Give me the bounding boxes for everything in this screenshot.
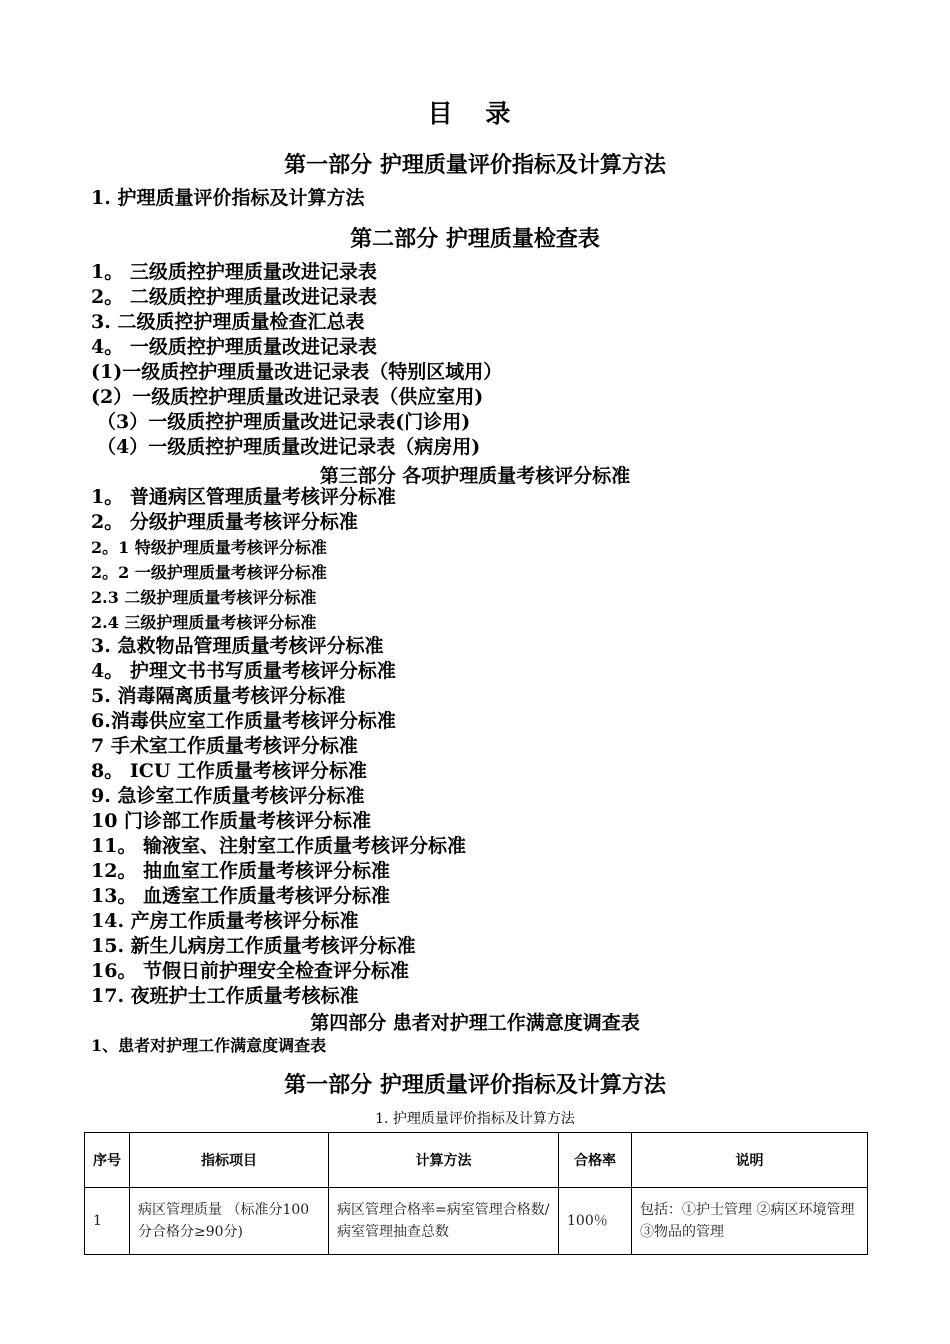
toc-item: 2.4 三级护理质量考核评分标准 xyxy=(91,613,317,632)
toc-title: 目 录 xyxy=(427,99,523,128)
toc-item: 10 门诊部工作质量考核评分标准 xyxy=(91,810,372,832)
toc-item: 8。 ICU 工作质量考核评分标准 xyxy=(91,760,368,782)
toc-item: 11。 输液室、注射室工作质量考核评分标准 xyxy=(91,835,467,857)
toc-item: 4。 护理文书书写质量考核评分标准 xyxy=(91,660,396,682)
section-heading: 第一部分 护理质量评价指标及计算方法 xyxy=(284,1072,666,1098)
toc-item: (2）一级质控护理质量改进记录表（供应室用) xyxy=(91,386,484,408)
part3-heading: 第三部分 各项护理质量考核评分标准 xyxy=(319,465,631,487)
part1-heading: 第一部分 护理质量评价指标及计算方法 xyxy=(284,152,666,178)
part2-heading: 第二部分 护理质量检查表 xyxy=(350,226,600,252)
toc-item: 7 手术室工作质量考核评分标准 xyxy=(91,735,358,757)
toc-item: （4）一级质控护理质量改进记录表（病房用) xyxy=(97,436,481,458)
toc-item: 2。 分级护理质量考核评分标准 xyxy=(91,511,358,533)
toc-item: 1、患者对护理工作满意度调查表 xyxy=(91,1036,327,1055)
indicator-table xyxy=(84,1132,868,1255)
toc-item: 3. 二级质控护理质量检查汇总表 xyxy=(91,311,365,333)
col-header-method: 计算方法 xyxy=(329,1133,559,1188)
part4-heading: 第四部分 患者对护理工作满意度调查表 xyxy=(310,1012,640,1034)
toc-item: 1. 护理质量评价指标及计算方法 xyxy=(91,187,365,209)
col-header-item: 指标项目 xyxy=(130,1133,329,1188)
col-header-note: 说明 xyxy=(632,1133,868,1188)
table-header-row xyxy=(85,1133,868,1188)
toc-item: 16。 节假日前护理安全检查评分标准 xyxy=(91,960,410,982)
toc-item: 14. 产房工作质量考核评分标准 xyxy=(91,910,359,932)
toc-item: 2。 二级质控护理质量改进记录表 xyxy=(91,286,377,308)
toc-item: 1。 普通病区管理质量考核评分标准 xyxy=(91,486,396,508)
toc-item: 9. 急诊室工作质量考核评分标准 xyxy=(91,785,365,807)
toc-item: 5. 消毒隔离质量考核评分标准 xyxy=(91,685,346,707)
toc-item: 2。1 特级护理质量考核评分标准 xyxy=(91,538,327,557)
toc-item: 13。 血透室工作质量考核评分标准 xyxy=(91,885,391,907)
toc-item: 6.消毒供应室工作质量考核评分标准 xyxy=(91,710,396,732)
cell-method: 病区管理合格率=病室管理合格数/病室管理抽查总数 xyxy=(329,1188,559,1255)
toc-item: 17. 夜班护士工作质量考核标准 xyxy=(91,985,359,1007)
toc-item: 1。 三级质控护理质量改进记录表 xyxy=(91,261,377,283)
table-row xyxy=(85,1188,868,1255)
toc-item: （3）一级质控护理质量改进记录表(门诊用) xyxy=(97,411,471,433)
cell-index: 1 xyxy=(85,1188,130,1255)
table-caption: 1. 护理质量评价指标及计算方法 xyxy=(375,1111,575,1127)
toc-item: 15. 新生儿病房工作质量考核评分标准 xyxy=(91,935,416,957)
toc-item: 3. 急救物品管理质量考核评分标准 xyxy=(91,635,384,657)
cell-item: 病区管理质量 （标准分100分合格分≥90分) xyxy=(130,1188,329,1255)
cell-rate: 100％ xyxy=(559,1188,632,1255)
cell-note: 包括：①护士管理 ②病区环境管理 ③物品的管理 xyxy=(632,1188,868,1255)
toc-item: 2.3 二级护理质量考核评分标准 xyxy=(91,588,317,607)
col-header-index: 序号 xyxy=(85,1133,130,1188)
toc-item: 2。2 一级护理质量考核评分标准 xyxy=(91,563,327,582)
toc-item: 4。 一级质控护理质量改进记录表 xyxy=(91,336,377,358)
toc-item: 12。 抽血室工作质量考核评分标准 xyxy=(91,860,391,882)
col-header-rate: 合格率 xyxy=(559,1133,632,1188)
toc-item: (1)一级质控护理质量改进记录表（特别区域用） xyxy=(91,361,503,383)
